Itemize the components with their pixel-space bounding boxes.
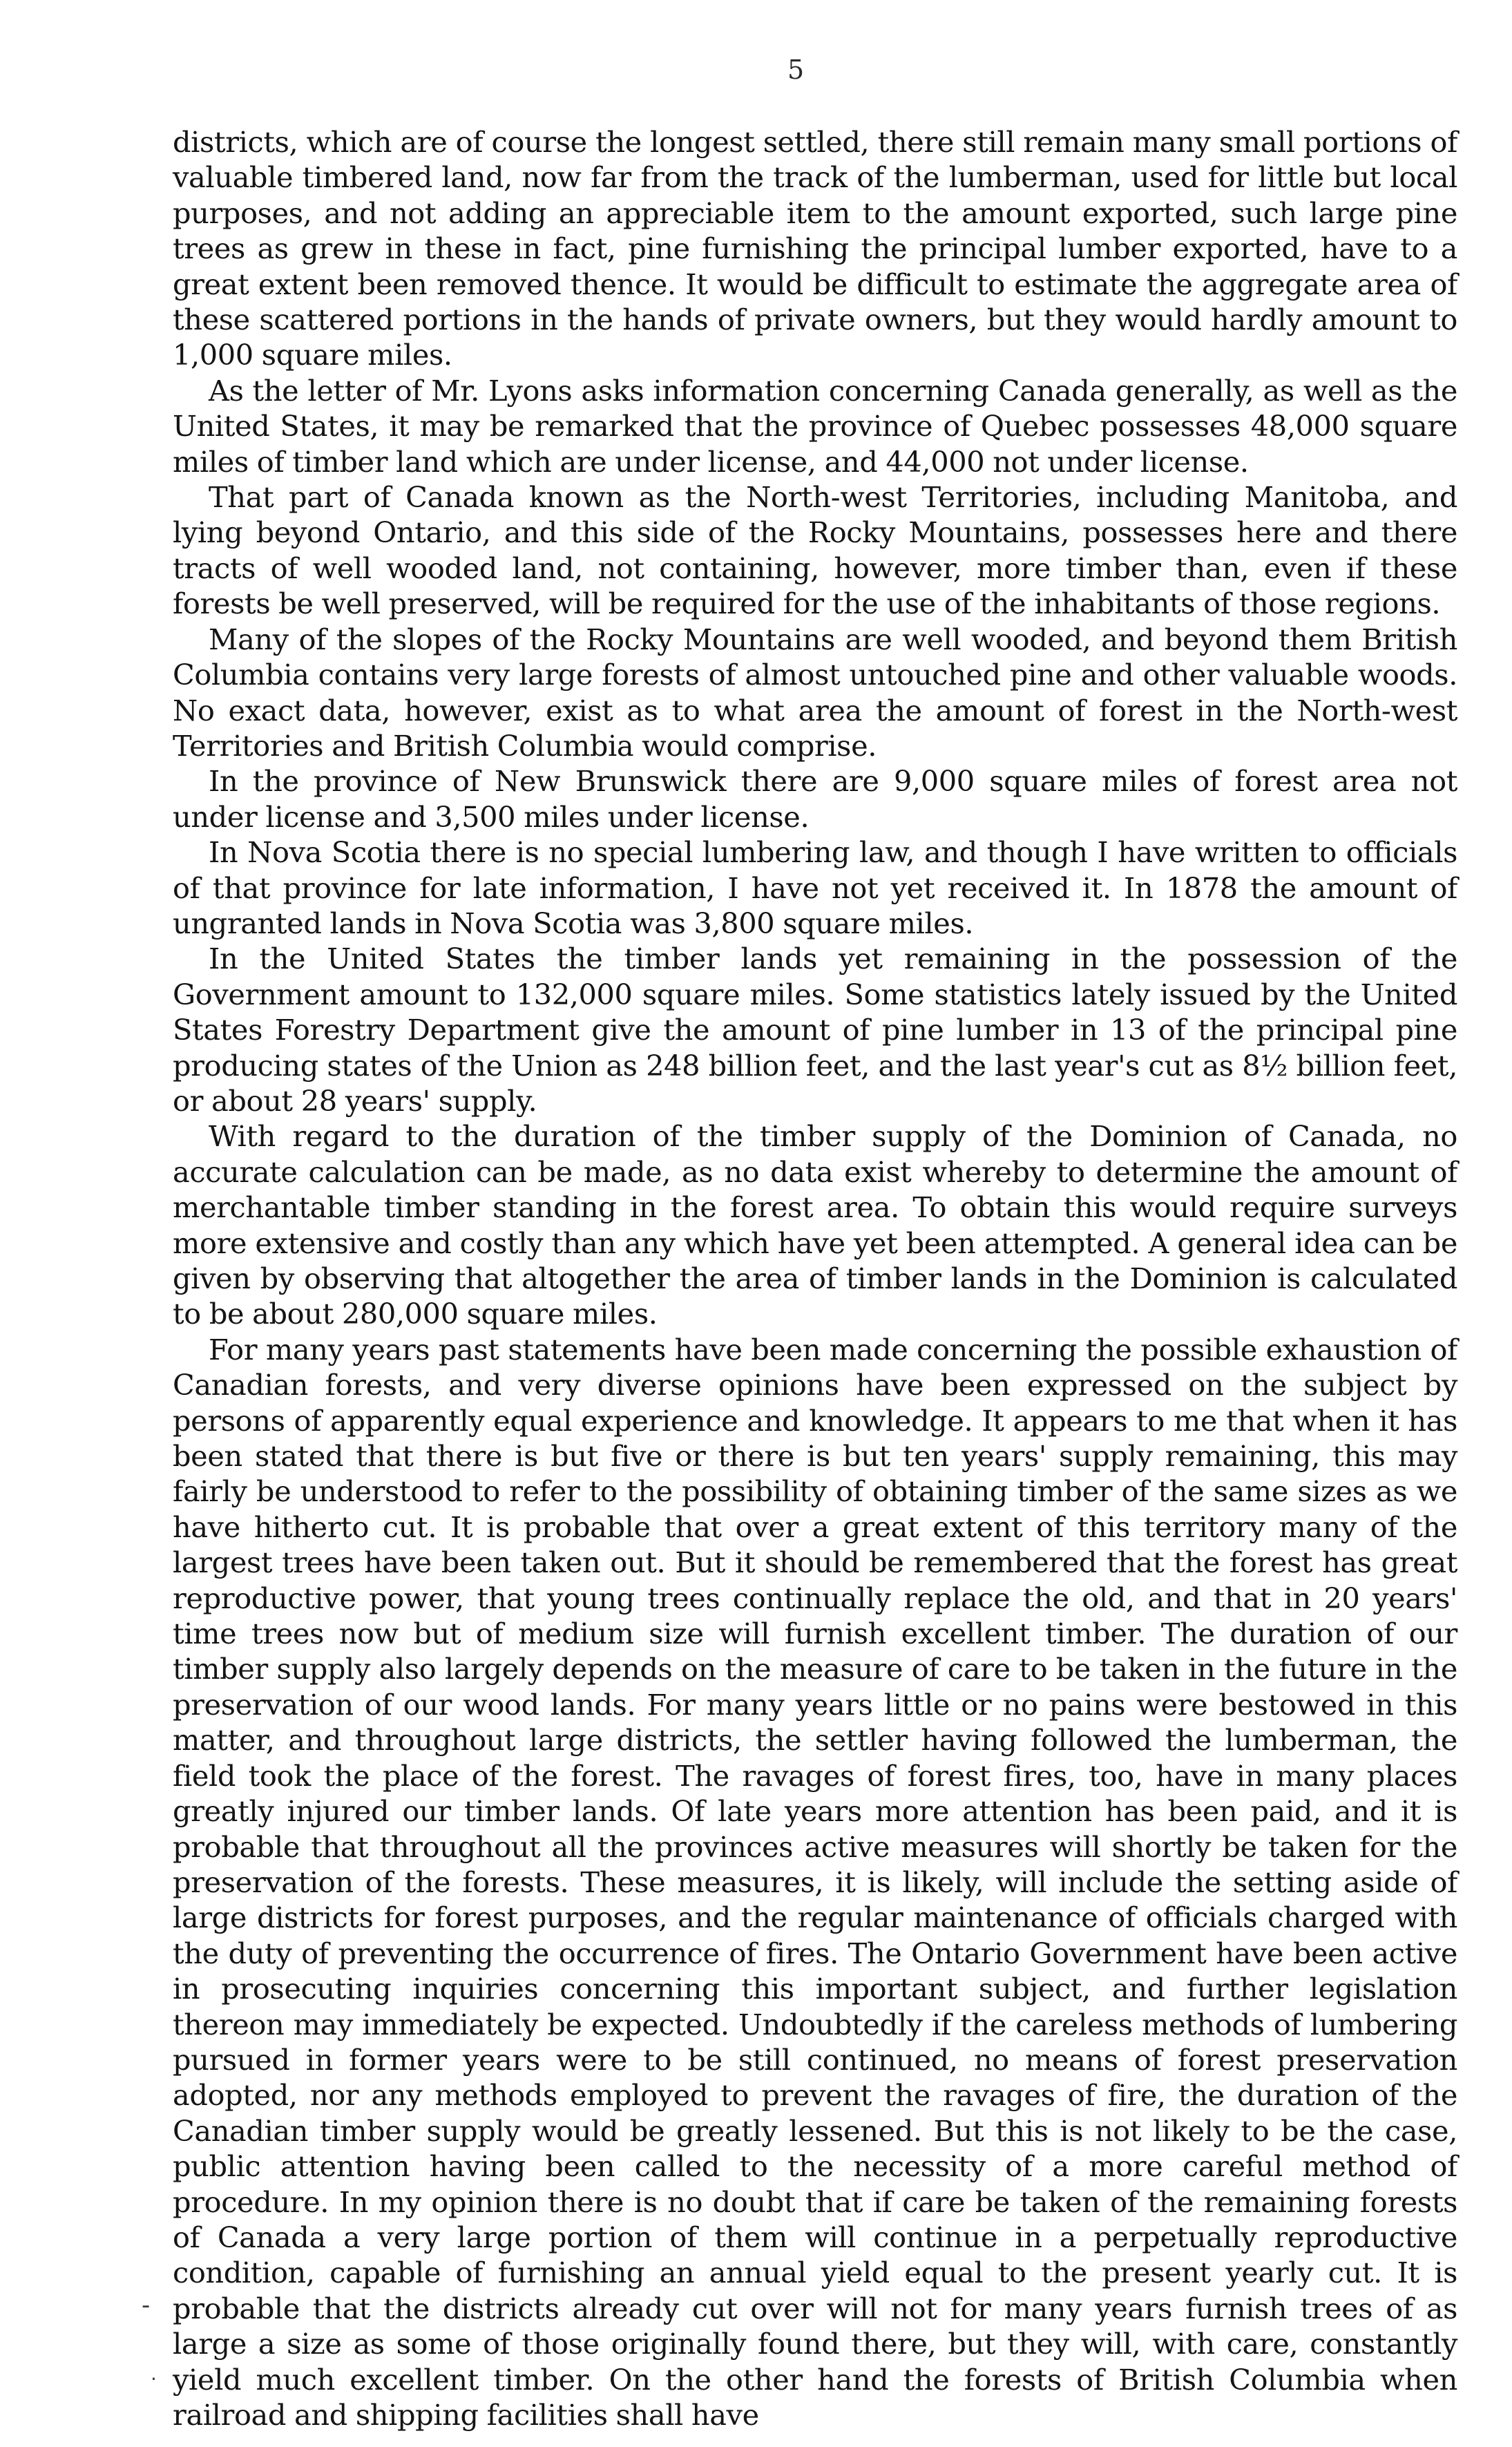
paragraph-duration-timber-supply: With regard to the duration of the timber supply of the Dominion of Canada, no accurate calculation can be made, as no data exist whereby to determine the amount of merchantable timber standing in the forest area. To obtain this would require surveys more extensive and costly than any which have yet been attempted. A general idea can be given by observing that altogether the area of timber lands in the Dominion is calculated to be about 280,000 square miles. <box>173 1119 1457 1331</box>
margin-dash-mark: - <box>142 2292 151 2319</box>
paragraph-mr-lyons-letter: As the letter of Mr. Lyons asks information concerning Canada generally, as well as the United States, it may be remarked that the province of Quebec possesses 48,000 square miles of timber land which are under license, and 44,000 not under license. <box>173 373 1457 479</box>
paragraph-new-brunswick: In the province of New Brunswick there are 9,000 square miles of forest area not under license and 3,500 miles under license. <box>173 764 1457 834</box>
paragraph-north-west-territories: That part of Canada known as the North-west Territories, including Manitoba, and lying beyond Ontario, and this side of the Rocky Mountains, possesses here and there tracts of well wooded land, not containing, however, more timber than, even if these forests be well preserved, will be required for the use of the inhabitants of those regions. <box>173 480 1457 621</box>
page-number: 5 <box>787 55 805 85</box>
margin-dot-mark: . <box>151 2362 157 2385</box>
body-text <box>173 124 1457 2432</box>
paragraph-exhaustion-of-forests: For many years past statements have been made concerning the possible exhaustion of Canadian forests, and very diverse opinions have been expressed on the subject by persons of apparently equal experience and knowledge. It appears to me that when it has been stated that there is but five or there is but ten years' supply remaining, this may fairly be understood to refer to the possibility of obtaining timber of the same sizes as we have hitherto cut. It is probable that over a great extent of this territory many of the largest trees have been taken out. But it should be remembered that the forest has great reproductive power, that young trees continually replace the old, and that in 20 years' time trees now but of medium size will furnish excellent timber. The duration of our timber supply also largely depends on the measure of care to be taken in the future in the preservation of our wood lands. For many years little or no pains were bestowed in this matter, and throughout large districts, the settler having followed the lumberman, the field took the place of the forest. The ravages of forest fires, too, have in many places greatly injured our timber lands. Of late years more attention has been paid, and it is probable that throughout all the provinces active measures will shortly be taken for the preservation of the forests. These measures, it is likely, will include the setting aside of large districts for forest purposes, and the regular maintenance of officials charged with the duty of preventing the occurrence of fires. The Ontario Government have been active in prosecuting inquiries concerning this important subject, and further legislation thereon may immediately be expected. Undoubtedly if the careless methods of lumbering pursued in former years were to be still continued, no means of forest preservation adopted, nor any methods employed to prevent the ravages of fire, the duration of the Canadian timber supply would be greatly lessened. But this is not likely to be the case, public attention having been called to the necessity of a more careful method of procedure. In my opinion there is no doubt that if care be taken of the remaining forests of Canada a very large portion of them will continue in a perpetually reproductive condition, capable of furnishing an annual yield equal to the present yearly cut. It is probable that the districts already cut over will not for many years furnish trees of as large a size as some of those originally found there, but they will, with care, constantly yield much excellent timber. On the other hand the forests of British Columbia when railroad and shipping facilities shall have <box>173 1332 1457 2432</box>
paragraph-nova-scotia: In Nova Scotia there is no special lumbering law, and though I have written to officials of that province for late information, I have not yet received it. In 1878 the amount of ungranted lands in Nova Scotia was 3,800 square miles. <box>173 835 1457 940</box>
paragraph-united-states: In the United States the timber lands yet remaining in the possession of the Government amount to 132,000 square miles. Some statistics lately issued by the United States Forestry Department give the amount of pine lumber in 13 of the principal pine producing states of the Union as 248 billion feet, and the last year's cut as 8½ billion feet, or about 28 years' supply. <box>173 942 1457 1118</box>
paragraph-rocky-mountains: Many of the slopes of the Rocky Mountains are well wooded, and beyond them British Columbia contains very large forests of almost untouched pine and other valuable woods. No exact data, however, exist as to what area the amount of forest in the North-west Territories and British Columbia would comprise. <box>173 622 1457 763</box>
paragraph-continued-districts: districts, which are of course the longest settled, there still remain many small portions of valuable timbered land, now far from the track of the lumberman, used for little but local purposes, and not adding an appreciable item to the amount exported, such large pine trees as grew in these in fact, pine furnishing the principal lumber exported, have to a great extent been removed thence. It would be difficult to estimate the aggregate area of these scattered portions in the hands of private owners, but they would hardly amount to 1,000 square miles. <box>173 125 1457 372</box>
